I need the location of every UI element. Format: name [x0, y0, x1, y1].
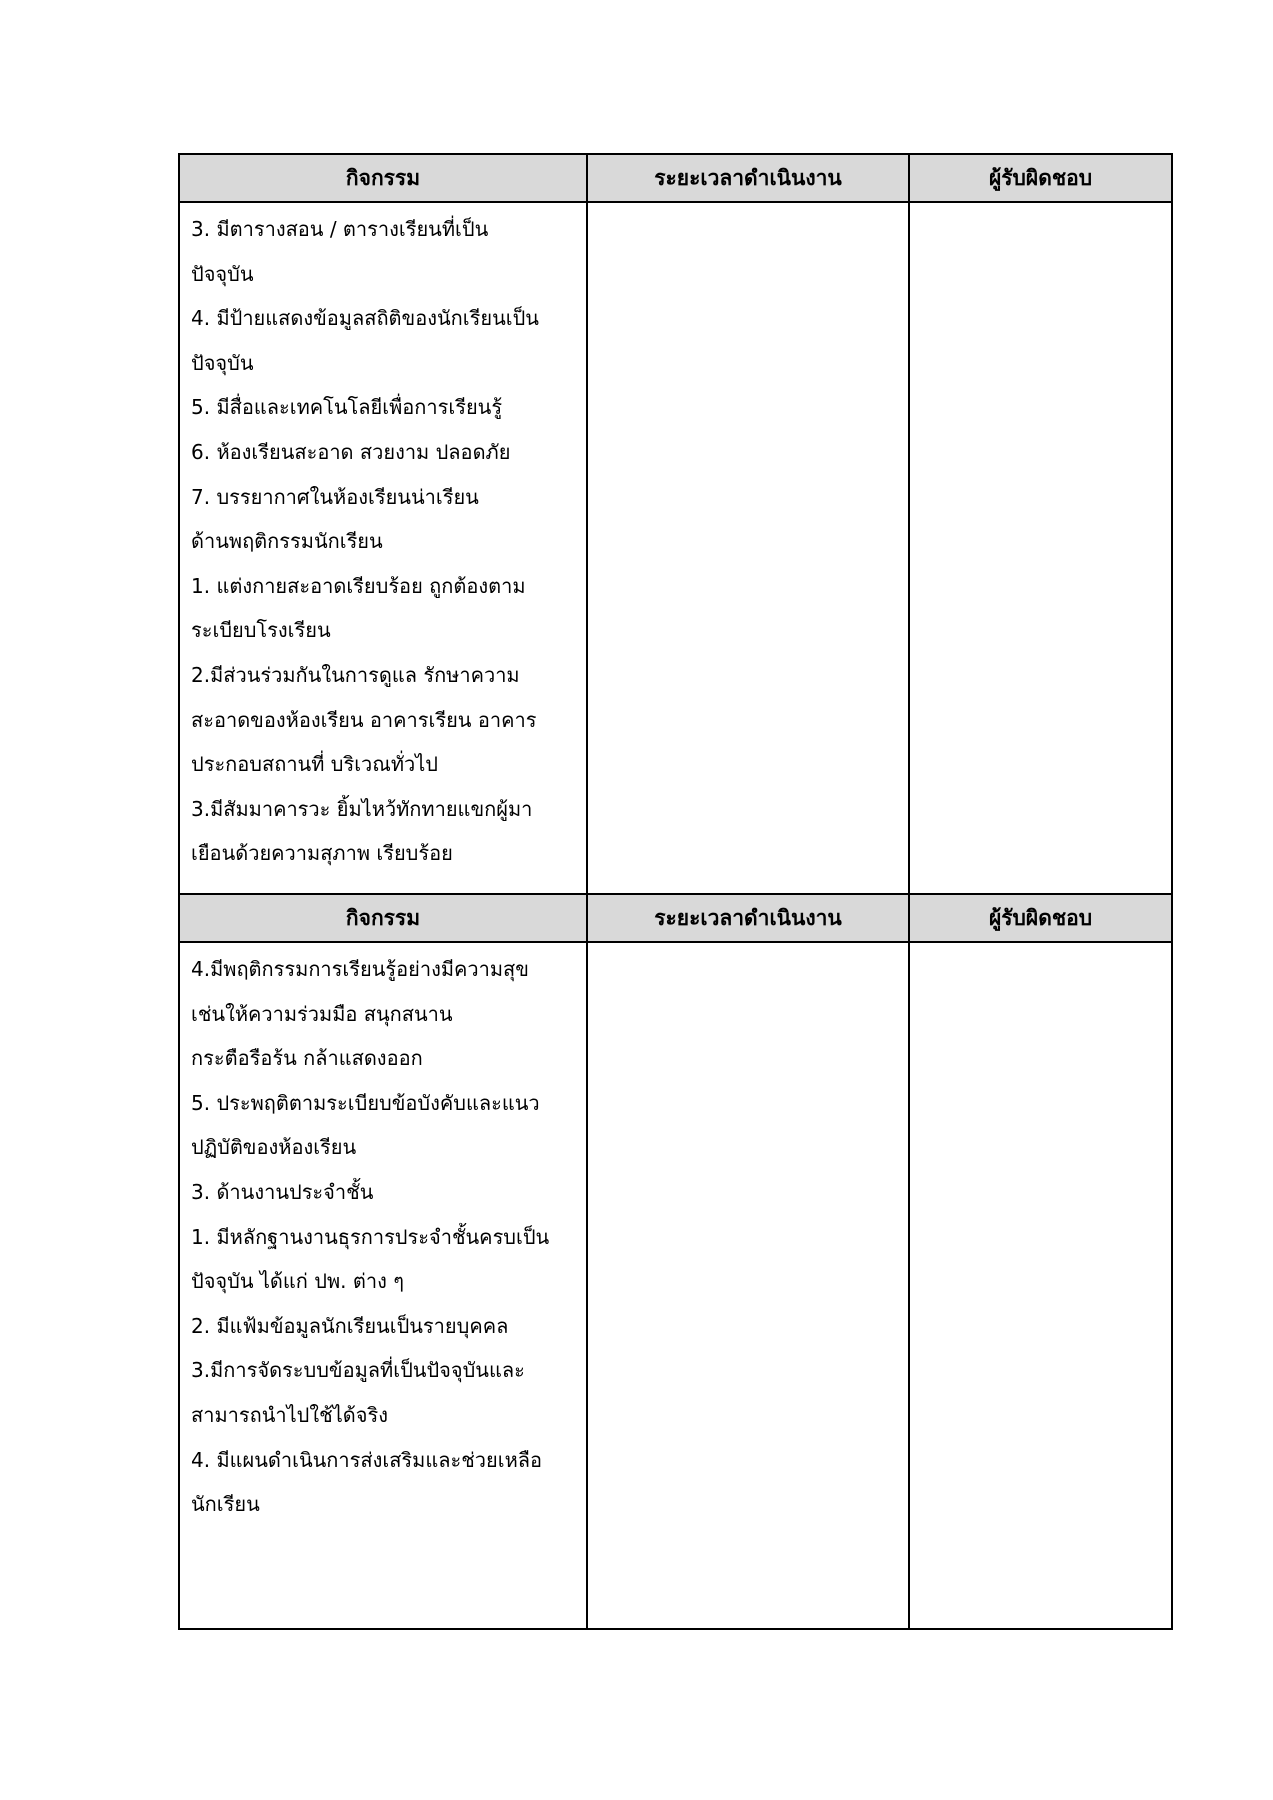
activity-line: 5. มีสื่อและเทคโนโลยีเพื่อการเรียนรู้ — [191, 395, 503, 420]
activity-line: 3.มีการจัดระบบข้อมูลที่เป็นปัจจุบันและ — [191, 1358, 525, 1383]
header-responsible: ผู้รับผิดชอบ — [909, 154, 1172, 202]
activity-line: 4. มีป้ายแสดงข้อมูลสถิติของนักเรียนเป็น — [191, 306, 539, 331]
table-header-row — [179, 154, 1172, 202]
activity-line: เช่นให้ความร่วมมือ สนุกสนาน — [191, 1001, 453, 1026]
header-duration: ระยะเวลาดำเนินงาน — [587, 154, 909, 202]
activity-line: กระตือรือร้น กล้าแสดงออก — [191, 1046, 423, 1071]
activity-line: ปัจจุบัน — [191, 350, 254, 375]
activity-table-1 — [178, 153, 1173, 895]
header-duration: ระยะเวลาดำเนินงาน — [587, 894, 909, 942]
activity-line: ปัจจุบัน ได้แก่ ปพ. ต่าง ๆ — [191, 1269, 404, 1294]
table-row — [179, 942, 1172, 1629]
activity-line: 5. ประพฤติตามระเบียบข้อบังคับและแนว — [191, 1090, 540, 1115]
activity-line: 4.มีพฤติกรรมการเรียนรู้อย่างมีความสุข — [191, 957, 529, 981]
activity-line: ปัจจุบัน — [191, 261, 254, 286]
duration-cell — [587, 202, 909, 894]
activity-line: ระเบียบโรงเรียน — [191, 618, 331, 643]
activity-line: 4. มีแผนดำเนินการส่งเสริมและช่วยเหลือ — [191, 1447, 543, 1472]
activity-cell — [179, 942, 587, 1629]
activity-line: 3.มีสัมมาคารวะ ยิ้มไหว้ทักทายแขกผู้มา — [191, 796, 533, 821]
activity-line: 3. ด้านงานประจำชั้น — [191, 1179, 374, 1204]
header-activity: กิจกรรม — [179, 894, 587, 942]
table-row — [179, 202, 1172, 894]
activity-line: 3. มีตารางสอน / ตารางเรียนที่เป็น — [191, 217, 489, 241]
activity-line: นักเรียน — [191, 1492, 260, 1517]
activity-table-2 — [178, 893, 1173, 1630]
activity-line: 7. บรรยากาศในห้องเรียนน่าเรียน — [191, 484, 479, 509]
responsible-cell — [909, 202, 1172, 894]
activity-line: ปฏิบัติของห้องเรียน — [191, 1135, 357, 1160]
activity-line: ด้านพฤติกรรมนักเรียน — [191, 529, 383, 554]
activity-line: สามารถนำไปใช้ได้จริง — [191, 1402, 388, 1427]
activity-line: 2.มีส่วนร่วมกันในการดูแล รักษาความ — [191, 662, 520, 687]
activity-line: 1. มีหลักฐานงานธุรการประจำชั้นครบเป็น — [191, 1224, 550, 1249]
activity-line: 6. ห้องเรียนสะอาด สวยงาม ปลอดภัย — [191, 439, 511, 464]
header-activity: กิจกรรม — [179, 154, 587, 202]
activity-line: 1. แต่งกายสะอาดเรียบร้อย ถูกต้องตาม — [191, 573, 526, 598]
responsible-cell — [909, 942, 1172, 1629]
header-responsible: ผู้รับผิดชอบ — [909, 894, 1172, 942]
activity-line: ประกอบสถานที่ บริเวณทั่วไป — [191, 752, 438, 777]
duration-cell — [587, 942, 909, 1629]
activity-line: สะอาดของห้องเรียน อาคารเรียน อาคาร — [191, 707, 537, 732]
activity-cell — [179, 202, 587, 894]
activity-line: 2. มีแฟ้มข้อมูลนักเรียนเป็นรายบุคคล — [191, 1313, 509, 1338]
activity-line: เยือนด้วยความสุภาพ เรียบร้อย — [191, 841, 453, 866]
table-header-row — [179, 894, 1172, 942]
